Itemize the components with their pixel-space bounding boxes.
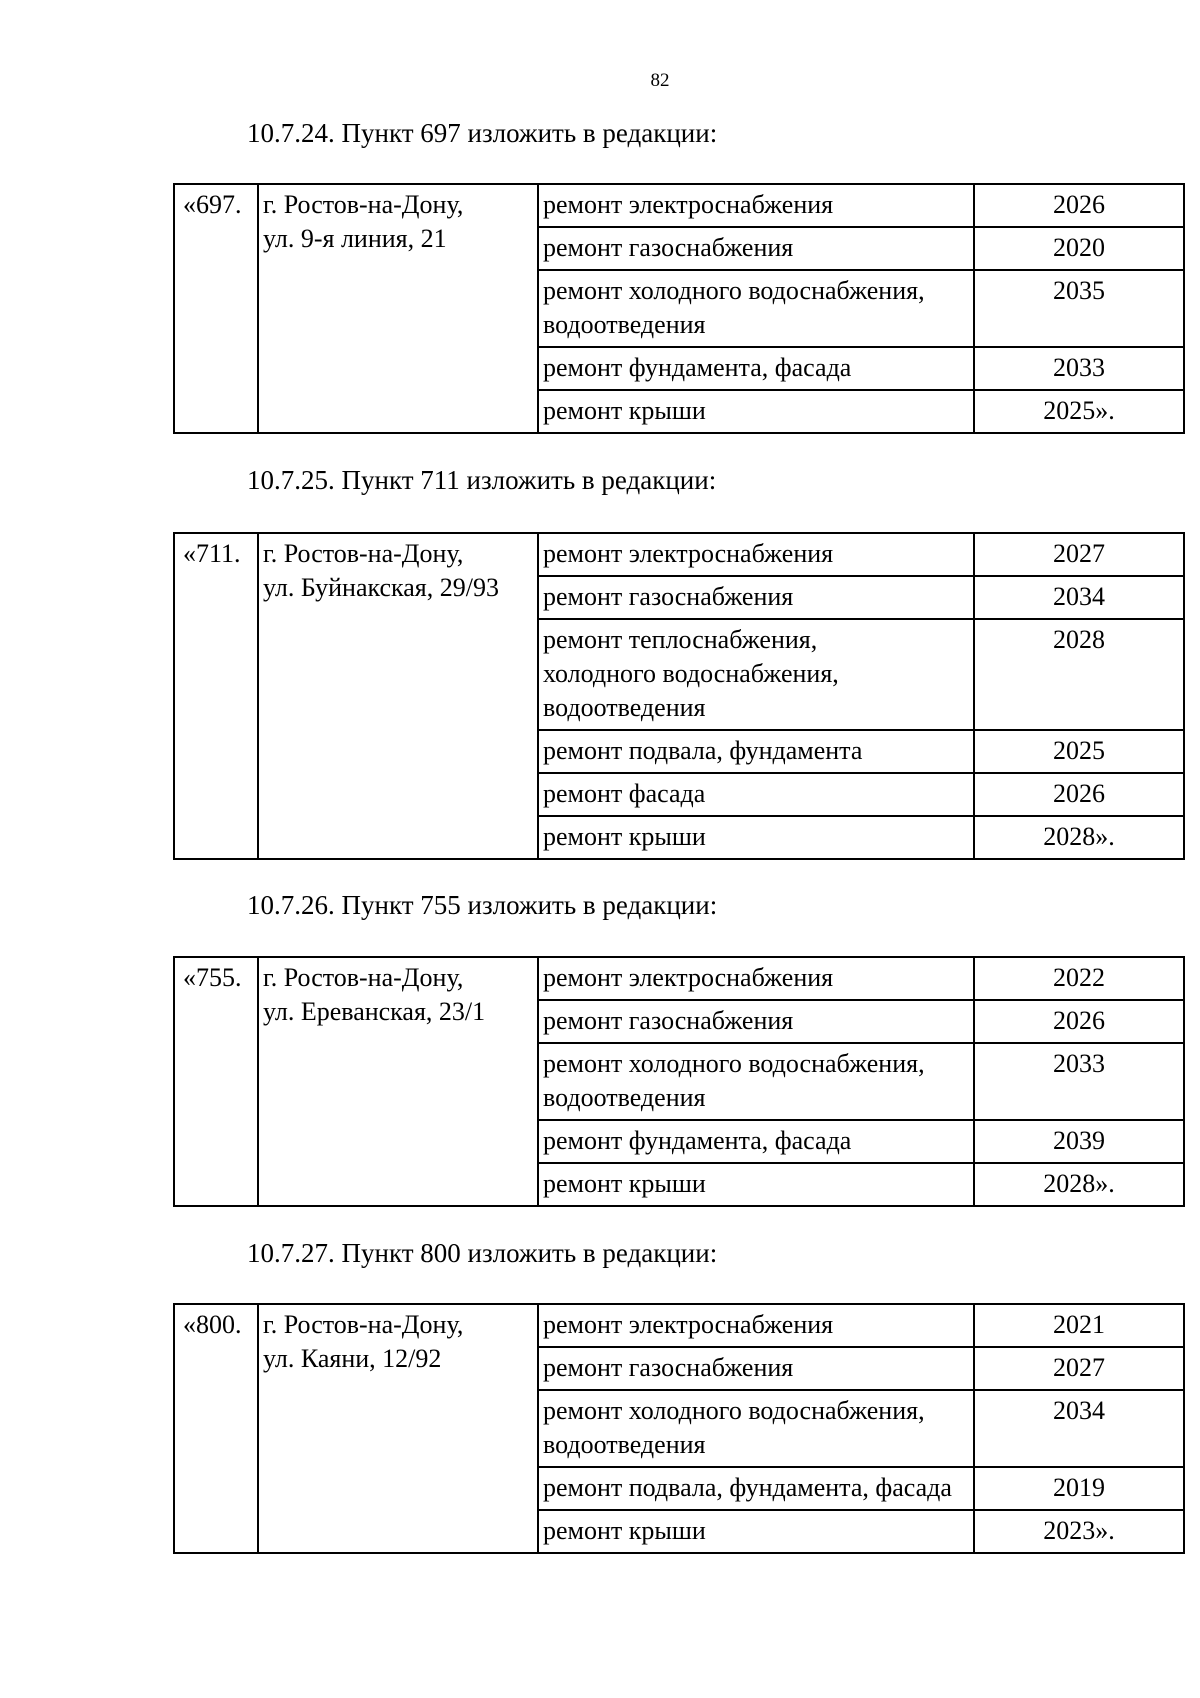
year-cell: 2028	[974, 619, 1184, 730]
work-cell: ремонт электроснабжения	[538, 1304, 974, 1347]
section-heading: 10.7.25. Пункт 711 изложить в редакции:	[247, 465, 717, 495]
work-cell: ремонт газоснабжения	[538, 1347, 974, 1390]
year-cell: 2028».	[974, 816, 1184, 859]
section-heading: 10.7.26. Пункт 755 изложить в редакции:	[247, 890, 718, 920]
work-cell: ремонт электроснабжения	[538, 184, 974, 227]
table-row	[174, 1304, 1184, 1347]
year-cell: 2021	[974, 1304, 1184, 1347]
address-street: ул. Ереванская, 23/1	[263, 997, 486, 1026]
work-cell: ремонт холодного водоснабжения, водоотведения	[538, 1390, 974, 1467]
year-cell: 2022	[974, 957, 1184, 1000]
section-heading: 10.7.27. Пункт 800 изложить в редакции:	[247, 1238, 718, 1268]
work-cell: ремонт крыши	[538, 1163, 974, 1206]
page-number: 82	[650, 70, 670, 91]
work-cell: ремонт крыши	[538, 390, 974, 433]
address-city: г. Ростов-на-Дону,	[263, 963, 464, 992]
work-cell: ремонт фундамента, фасада	[538, 1120, 974, 1163]
work-cell: ремонт фасада	[538, 773, 974, 816]
year-cell: 2034	[974, 576, 1184, 619]
address-city: г. Ростов-на-Дону,	[263, 190, 464, 219]
year-cell: 2026	[974, 773, 1184, 816]
year-cell: 2027	[974, 533, 1184, 576]
work-cell: ремонт подвала, фундамента, фасада	[538, 1467, 974, 1510]
address-cell	[258, 1304, 538, 1553]
amendment-table	[173, 532, 1185, 860]
work-cell: ремонт холодного водоснабжения, водоотведения	[538, 1043, 974, 1120]
year-cell: 2028».	[974, 1163, 1184, 1206]
year-cell: 2035	[974, 270, 1184, 347]
address-street: ул. Каяни, 12/92	[263, 1344, 442, 1373]
work-cell: ремонт газоснабжения	[538, 227, 974, 270]
work-cell: ремонт газоснабжения	[538, 1000, 974, 1043]
year-cell: 2026	[974, 184, 1184, 227]
address-cell	[258, 184, 538, 433]
address-cell	[258, 957, 538, 1206]
table-row	[174, 184, 1184, 227]
amendment-table	[173, 956, 1185, 1207]
address-city: г. Ростов-на-Дону,	[263, 1310, 464, 1339]
item-number: «711.	[174, 533, 258, 859]
item-number: «755.	[174, 957, 258, 1206]
year-cell: 2039	[974, 1120, 1184, 1163]
address-street: ул. Буйнакская, 29/93	[263, 573, 499, 602]
year-cell: 2027	[974, 1347, 1184, 1390]
year-cell: 2019	[974, 1467, 1184, 1510]
item-number: «800.	[174, 1304, 258, 1553]
address-cell	[258, 533, 538, 859]
work-cell: ремонт электроснабжения	[538, 957, 974, 1000]
year-cell: 2025».	[974, 390, 1184, 433]
work-cell: ремонт фундамента, фасада	[538, 347, 974, 390]
work-cell: ремонт электроснабжения	[538, 533, 974, 576]
year-cell: 2020	[974, 227, 1184, 270]
amendment-table	[173, 1303, 1185, 1554]
year-cell: 2023».	[974, 1510, 1184, 1553]
year-cell: 2026	[974, 1000, 1184, 1043]
work-cell: ремонт подвала, фундамента	[538, 730, 974, 773]
year-cell: 2033	[974, 1043, 1184, 1120]
year-cell: 2025	[974, 730, 1184, 773]
section-heading: 10.7.24. Пункт 697 изложить в редакции:	[247, 118, 718, 148]
work-cell: ремонт холодного водоснабжения, водоотведения	[538, 270, 974, 347]
address-city: г. Ростов-на-Дону,	[263, 539, 464, 568]
address-street: ул. 9-я линия, 21	[263, 224, 447, 253]
work-cell: ремонт газоснабжения	[538, 576, 974, 619]
year-cell: 2033	[974, 347, 1184, 390]
table-row	[174, 957, 1184, 1000]
work-cell: ремонт крыши	[538, 816, 974, 859]
work-cell: ремонт теплоснабжения, холодного водоснабжения, водоотведения	[538, 619, 974, 730]
amendment-table	[173, 183, 1185, 434]
table-row	[174, 533, 1184, 576]
work-cell: ремонт крыши	[538, 1510, 974, 1553]
item-number: «697.	[174, 184, 258, 433]
year-cell: 2034	[974, 1390, 1184, 1467]
